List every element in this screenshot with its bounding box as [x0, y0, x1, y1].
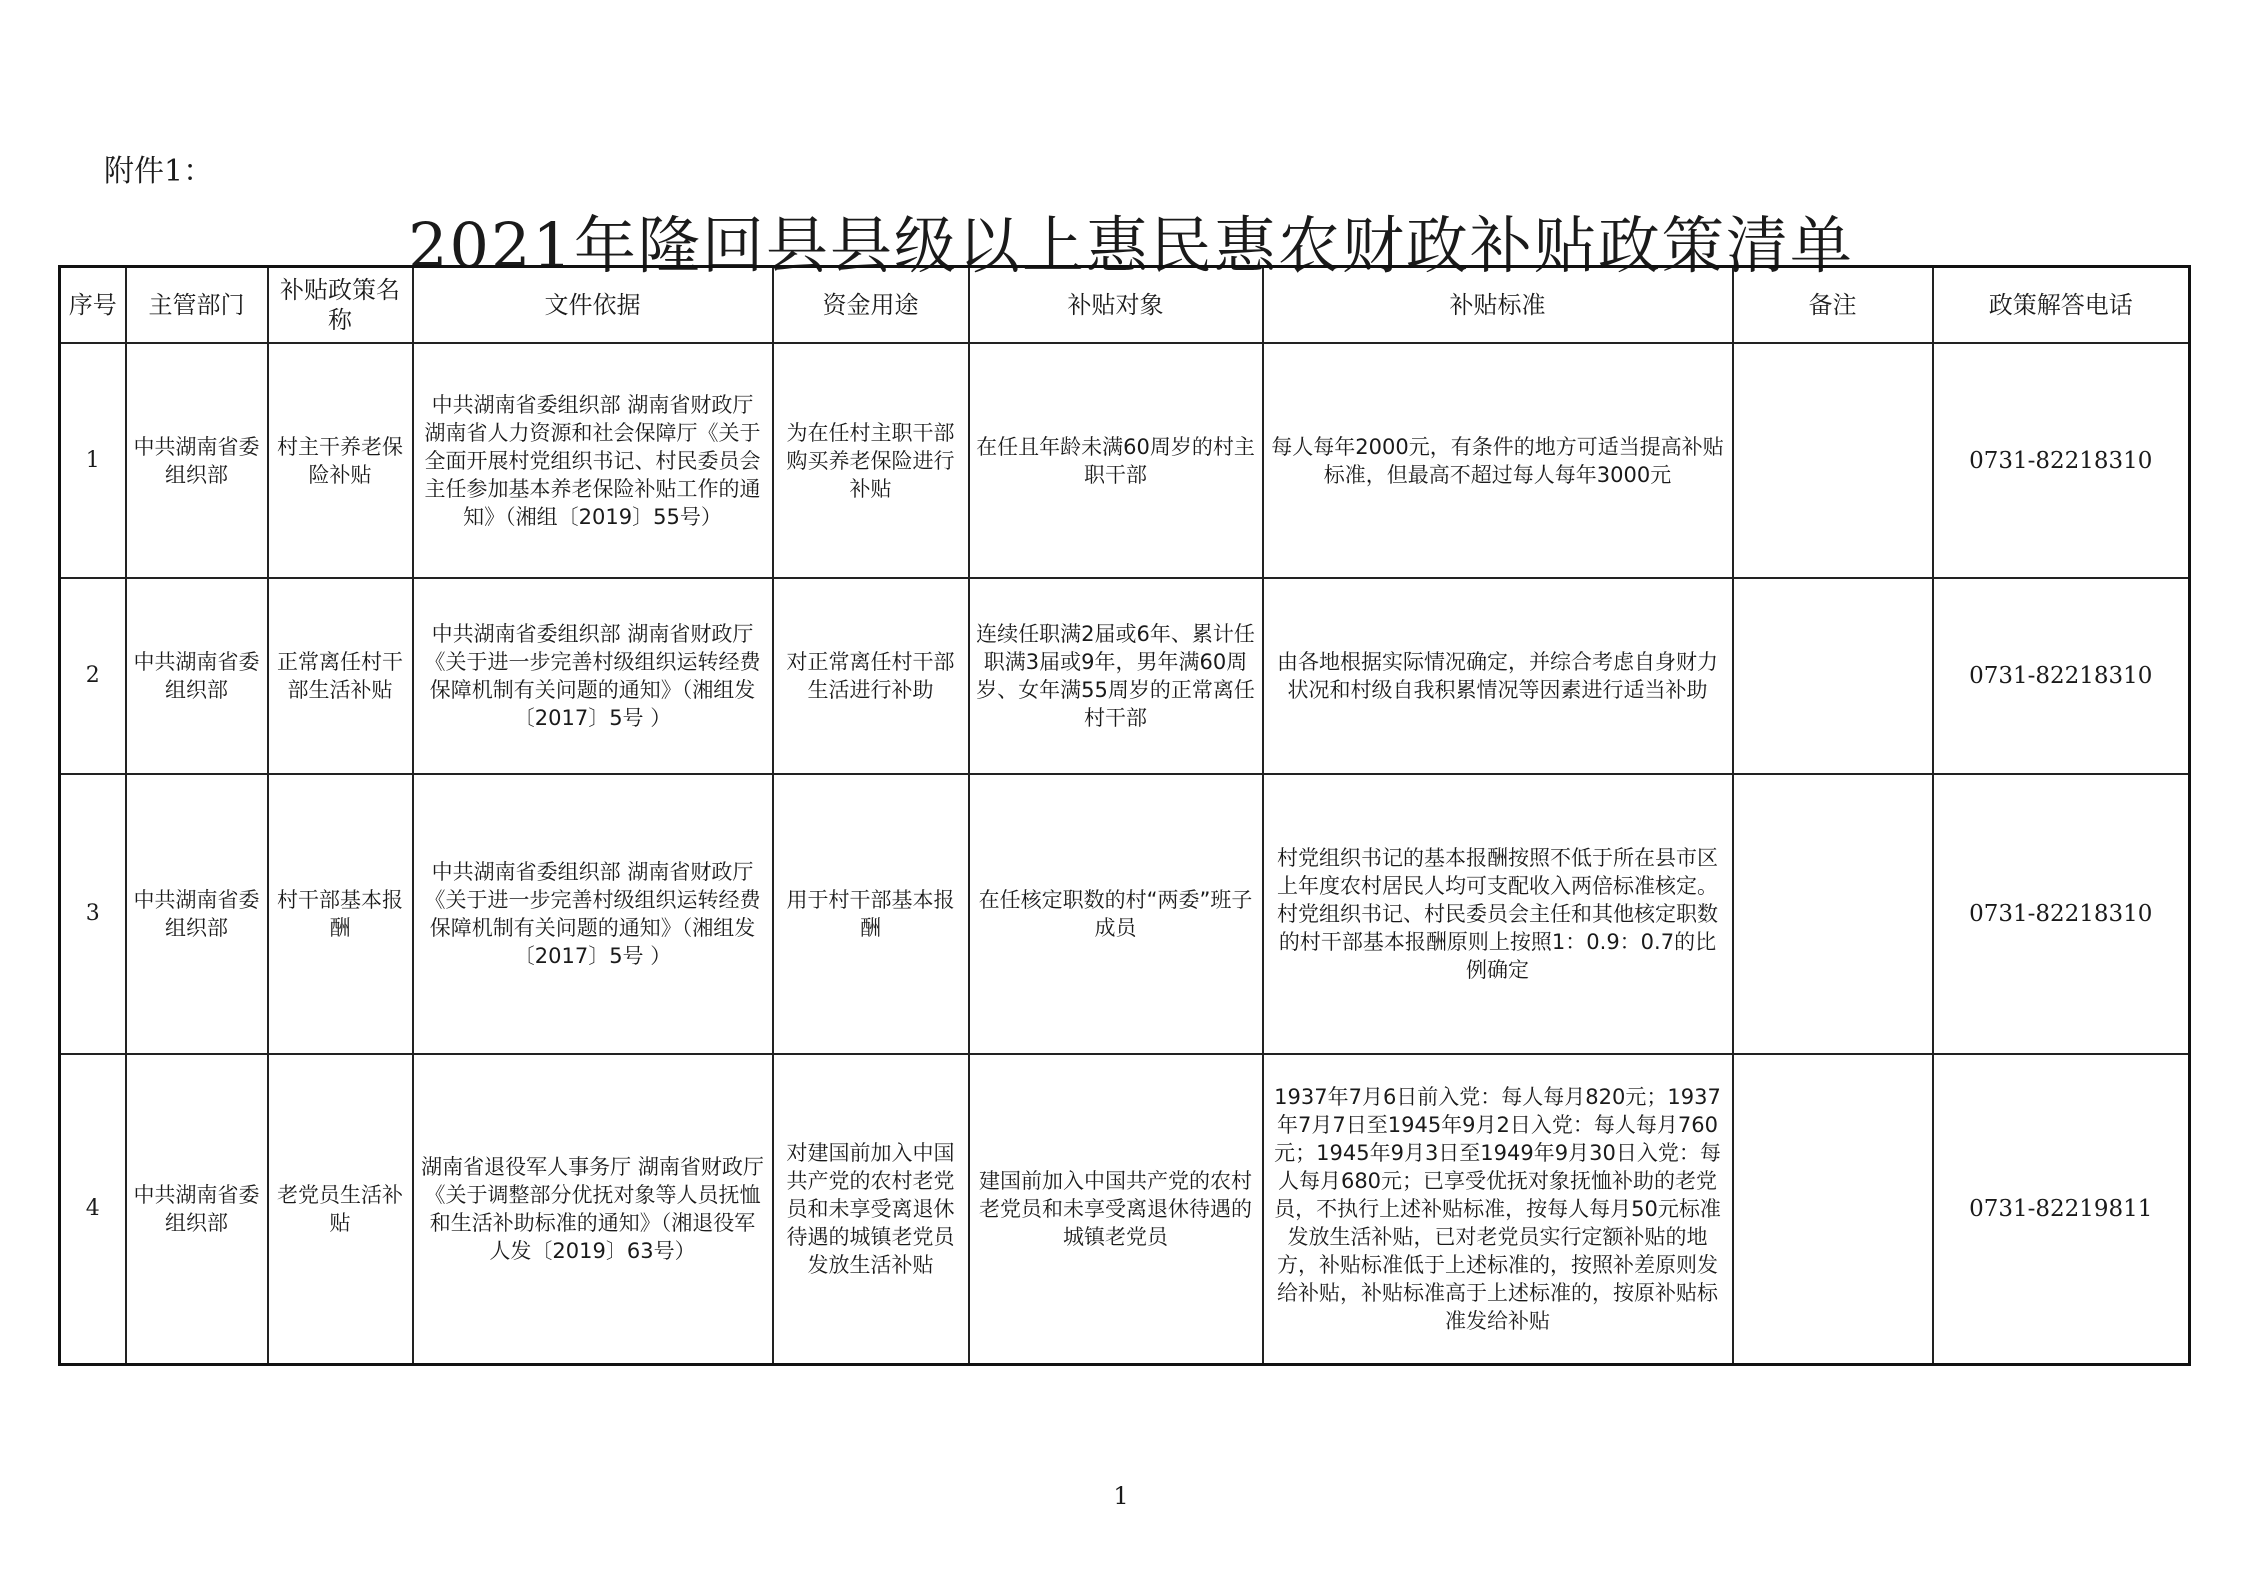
header-standard: 补贴标准	[1263, 267, 1733, 344]
cell-target: 建国前加入中国共产党的农村老党员和未享受离退休待遇的城镇老党员	[969, 1054, 1263, 1365]
cell-use: 为在任村主职干部购买养老保险进行补贴	[773, 343, 969, 578]
cell-use: 对正常离任村干部生活进行补助	[773, 578, 969, 774]
header-use: 资金用途	[773, 267, 969, 344]
cell-dept: 中共湖南省委组织部	[126, 578, 268, 774]
page-number: 1	[1113, 1482, 1129, 1510]
cell-basis: 湖南省退役军人事务厅 湖南省财政厅《关于调整部分优抚对象等人员抚恤和生活补助标准的通知》（湘退役军人发〔2019〕63号）	[413, 1054, 773, 1365]
cell-phone: 0731-82218310	[1933, 578, 2190, 774]
cell-phone: 0731-82218310	[1933, 774, 2190, 1054]
table-row	[60, 343, 2190, 578]
cell-target: 在任核定职数的村“两委”班子成员	[969, 774, 1263, 1054]
cell-name: 正常离任村干部生活补贴	[268, 578, 413, 774]
header-phone: 政策解答电话	[1933, 267, 2190, 344]
cell-standard: 每人每年2000元，有条件的地方可适当提高补贴标准，但最高不超过每人每年3000元	[1263, 343, 1733, 578]
cell-target: 在任且年龄未满60周岁的村主职干部	[969, 343, 1263, 578]
cell-basis: 中共湖南省委组织部 湖南省财政厅《关于进一步完善村级组织运转经费保障机制有关问题的通知》（湘组发〔2017〕5号 ）	[413, 774, 773, 1054]
header-basis: 文件依据	[413, 267, 773, 344]
header-dept: 主管部门	[126, 267, 268, 344]
cell-standard: 由各地根据实际情况确定，并综合考虑自身财力状况和村级自我积累情况等因素进行适当补助	[1263, 578, 1733, 774]
cell-remark	[1733, 343, 1933, 578]
cell-seq: 1	[60, 343, 126, 578]
header-seq: 序号	[60, 267, 126, 344]
header-remark: 备注	[1733, 267, 1933, 344]
cell-target: 连续任职满2届或6年、累计任职满3届或9年，男年满60周岁、女年满55周岁的正常离任村干部	[969, 578, 1263, 774]
cell-dept: 中共湖南省委组织部	[126, 343, 268, 578]
attachment-label: 附件1：	[104, 154, 214, 189]
cell-basis: 中共湖南省委组织部 湖南省财政厅 湖南省人力资源和社会保障厅《关于全面开展村党组织书记、村民委员会主任参加基本养老保险补贴工作的通知》（湘组〔2019〕55号）	[413, 343, 773, 578]
cell-seq: 2	[60, 578, 126, 774]
cell-dept: 中共湖南省委组织部	[126, 774, 268, 1054]
table-row	[60, 578, 2190, 774]
header-name: 补贴政策名称	[268, 267, 413, 344]
cell-name: 村主干养老保险补贴	[268, 343, 413, 578]
policy-table	[58, 265, 2191, 1366]
cell-basis: 中共湖南省委组织部 湖南省财政厅《关于进一步完善村级组织运转经费保障机制有关问题的通知》（湘组发〔2017〕5号 ）	[413, 578, 773, 774]
cell-dept: 中共湖南省委组织部	[126, 1054, 268, 1365]
cell-seq: 4	[60, 1054, 126, 1365]
cell-standard: 1937年7月6日前入党：每人每月820元；1937年7月7日至1945年9月2日入党：每人每月760元；1945年9月3日至1949年9月30日入党：每人每月680元；已享受优抚对象抚恤补助的老党员，不执行上述补贴标准，按每人每月50元标准发放生活补贴，已对老党员实行定额补贴的地方，补贴标准低于上述标准的，按照补差原则发给补贴，补贴标准高于上述标准的，按原补贴标准发给补贴	[1263, 1054, 1733, 1365]
cell-remark	[1733, 774, 1933, 1054]
cell-name: 村干部基本报酬	[268, 774, 413, 1054]
cell-seq: 3	[60, 774, 126, 1054]
cell-phone: 0731-82218310	[1933, 343, 2190, 578]
cell-remark	[1733, 578, 1933, 774]
cell-standard: 村党组织书记的基本报酬按照不低于所在县市区上年度农村居民人均可支配收入两倍标准核定。村党组织书记、村民委员会主任和其他核定职数的村干部基本报酬原则上按照1：0.9：0.7的比例确定	[1263, 774, 1733, 1054]
cell-remark	[1733, 1054, 1933, 1365]
cell-use: 对建国前加入中国共产党的农村老党员和未享受离退休待遇的城镇老党员发放生活补贴	[773, 1054, 969, 1365]
table-header-row	[60, 267, 2190, 344]
page-title: 2021年隆回县县级以上惠民惠农财政补贴政策清单	[408, 209, 1854, 282]
cell-name: 老党员生活补贴	[268, 1054, 413, 1365]
cell-phone: 0731-82219811	[1933, 1054, 2190, 1365]
table-row	[60, 774, 2190, 1054]
header-target: 补贴对象	[969, 267, 1263, 344]
table-row	[60, 1054, 2190, 1365]
cell-use: 用于村干部基本报酬	[773, 774, 969, 1054]
